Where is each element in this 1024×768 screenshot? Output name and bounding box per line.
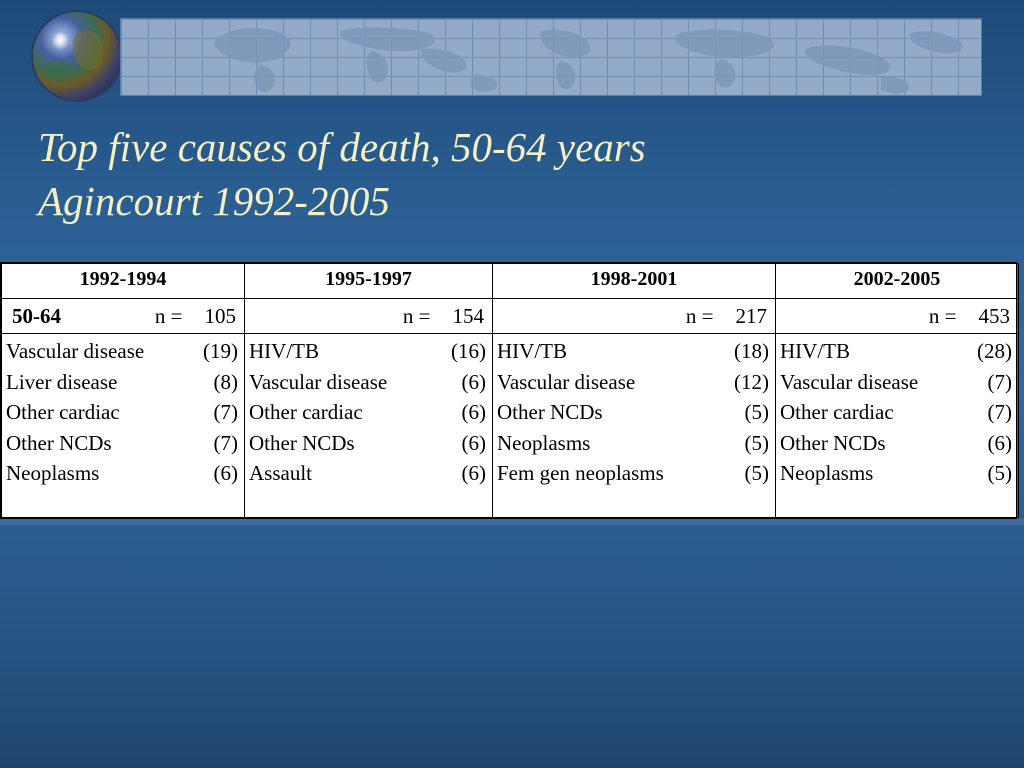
cause-count: (5): [744, 400, 769, 424]
causes-cell: [245, 334, 493, 518]
list-item: [6, 367, 238, 398]
list-item: [780, 458, 1012, 489]
n-label: n =: [154, 303, 183, 328]
sample-size-cell: [776, 299, 1019, 334]
list-item: [249, 367, 486, 398]
cause-count: (6): [213, 461, 238, 485]
n-value: 154: [452, 303, 484, 328]
cause-name: Vascular disease: [6, 339, 145, 363]
list-item: [6, 428, 238, 459]
cause-name: Other cardiac: [6, 400, 120, 424]
causes-row: [2, 334, 1019, 518]
cause-name: Other NCDs: [780, 430, 886, 455]
cause-name: Fem gen neoplasms: [497, 461, 664, 485]
globe-landmass: [73, 30, 103, 70]
cause-count: (12): [734, 369, 769, 394]
world-map-banner: [120, 18, 982, 96]
age-group-label: 50-64: [12, 303, 61, 328]
n-value: 217: [735, 303, 767, 328]
cause-list: [2, 334, 244, 489]
list-item: [780, 428, 1012, 459]
cause-list: [493, 334, 775, 489]
list-item: [497, 428, 769, 459]
cause-count: (18): [734, 339, 769, 363]
world-map-graphic: [121, 19, 981, 95]
globe-icon: [33, 12, 121, 100]
list-item: [6, 336, 238, 367]
list-item: [249, 428, 486, 459]
causes-cell: [776, 334, 1019, 518]
causes-cell: [2, 334, 245, 518]
cause-count: (6): [461, 369, 486, 394]
sample-size-cell: [2, 299, 245, 334]
cause-name: Vascular disease: [497, 369, 636, 394]
cause-name: Other cardiac: [780, 400, 894, 424]
list-item: [249, 458, 486, 489]
list-item: [780, 336, 1012, 367]
cause-name: HIV/TB: [780, 339, 850, 363]
list-item: [249, 336, 486, 367]
cause-count: (5): [744, 430, 769, 455]
n-label: n =: [402, 303, 431, 328]
cause-count: (7): [213, 430, 238, 455]
cause-name: Neoplasms: [497, 430, 591, 455]
globe-highlight: [51, 32, 69, 50]
list-item: [497, 336, 769, 367]
sample-size-cell: [493, 299, 776, 334]
cause-count: (16): [451, 339, 486, 363]
period-header-cell: [2, 264, 245, 299]
list-item: [780, 397, 1012, 428]
title-line-1: Top five causes of death, 50-64 years: [38, 124, 646, 170]
cause-count: (7): [987, 400, 1012, 424]
list-item: [497, 397, 769, 428]
list-item: [6, 458, 238, 489]
cause-name: Liver disease: [6, 369, 118, 394]
period-label: 1995-1997: [325, 268, 412, 290]
cause-name: HIV/TB: [497, 339, 567, 363]
cause-count: (7): [987, 369, 1012, 394]
list-item: [6, 397, 238, 428]
cause-count: (19): [203, 339, 238, 363]
cause-name: Neoplasms: [6, 461, 100, 485]
n-label: n =: [928, 303, 957, 328]
cause-name: Other cardiac: [249, 400, 363, 424]
list-item: [497, 458, 769, 489]
list-item: [249, 397, 486, 428]
cause-count: (6): [461, 400, 486, 424]
period-label: 1998-2001: [590, 268, 678, 290]
slide-title: [38, 120, 646, 228]
cause-count: (6): [461, 461, 486, 485]
causes-of-death-table: [0, 262, 1017, 519]
cause-name: Vascular disease: [249, 369, 388, 394]
table-shadow-strip: [0, 519, 1024, 525]
cause-name: Assault: [249, 461, 312, 485]
period-label: 2002-2005: [853, 268, 941, 290]
period-header-cell: [776, 264, 1019, 299]
period-label: 1992-1994: [79, 268, 167, 290]
causes-cell: [493, 334, 776, 518]
n-value: 105: [204, 303, 236, 328]
cause-count: (7): [213, 400, 238, 424]
cause-count: (8): [213, 369, 238, 394]
cause-list: [245, 334, 492, 489]
cause-name: Vascular disease: [780, 369, 919, 394]
sample-size-cell: [245, 299, 493, 334]
cause-name: Other NCDs: [6, 430, 112, 455]
title-line-2: Agincourt 1992-2005: [38, 178, 390, 224]
table-grid: [1, 263, 1019, 518]
sample-size-row: [2, 299, 1019, 334]
period-header-row: [2, 264, 1019, 299]
n-value: 453: [978, 303, 1010, 328]
cause-list: [776, 334, 1018, 489]
cause-name: Neoplasms: [780, 461, 874, 485]
n-label: n =: [685, 303, 714, 328]
period-header-cell: [493, 264, 776, 299]
list-item: [780, 367, 1012, 398]
cause-name: Other NCDs: [497, 400, 603, 424]
cause-name: Other NCDs: [249, 430, 355, 455]
cause-name: HIV/TB: [249, 339, 319, 363]
list-item: [497, 367, 769, 398]
cause-count: (28): [977, 339, 1012, 363]
cause-count: (5): [744, 461, 769, 485]
globe-landmass: [45, 60, 71, 80]
cause-count: (6): [461, 430, 486, 455]
period-header-cell: [245, 264, 493, 299]
cause-count: (6): [987, 430, 1012, 455]
cause-count: (5): [987, 461, 1012, 485]
